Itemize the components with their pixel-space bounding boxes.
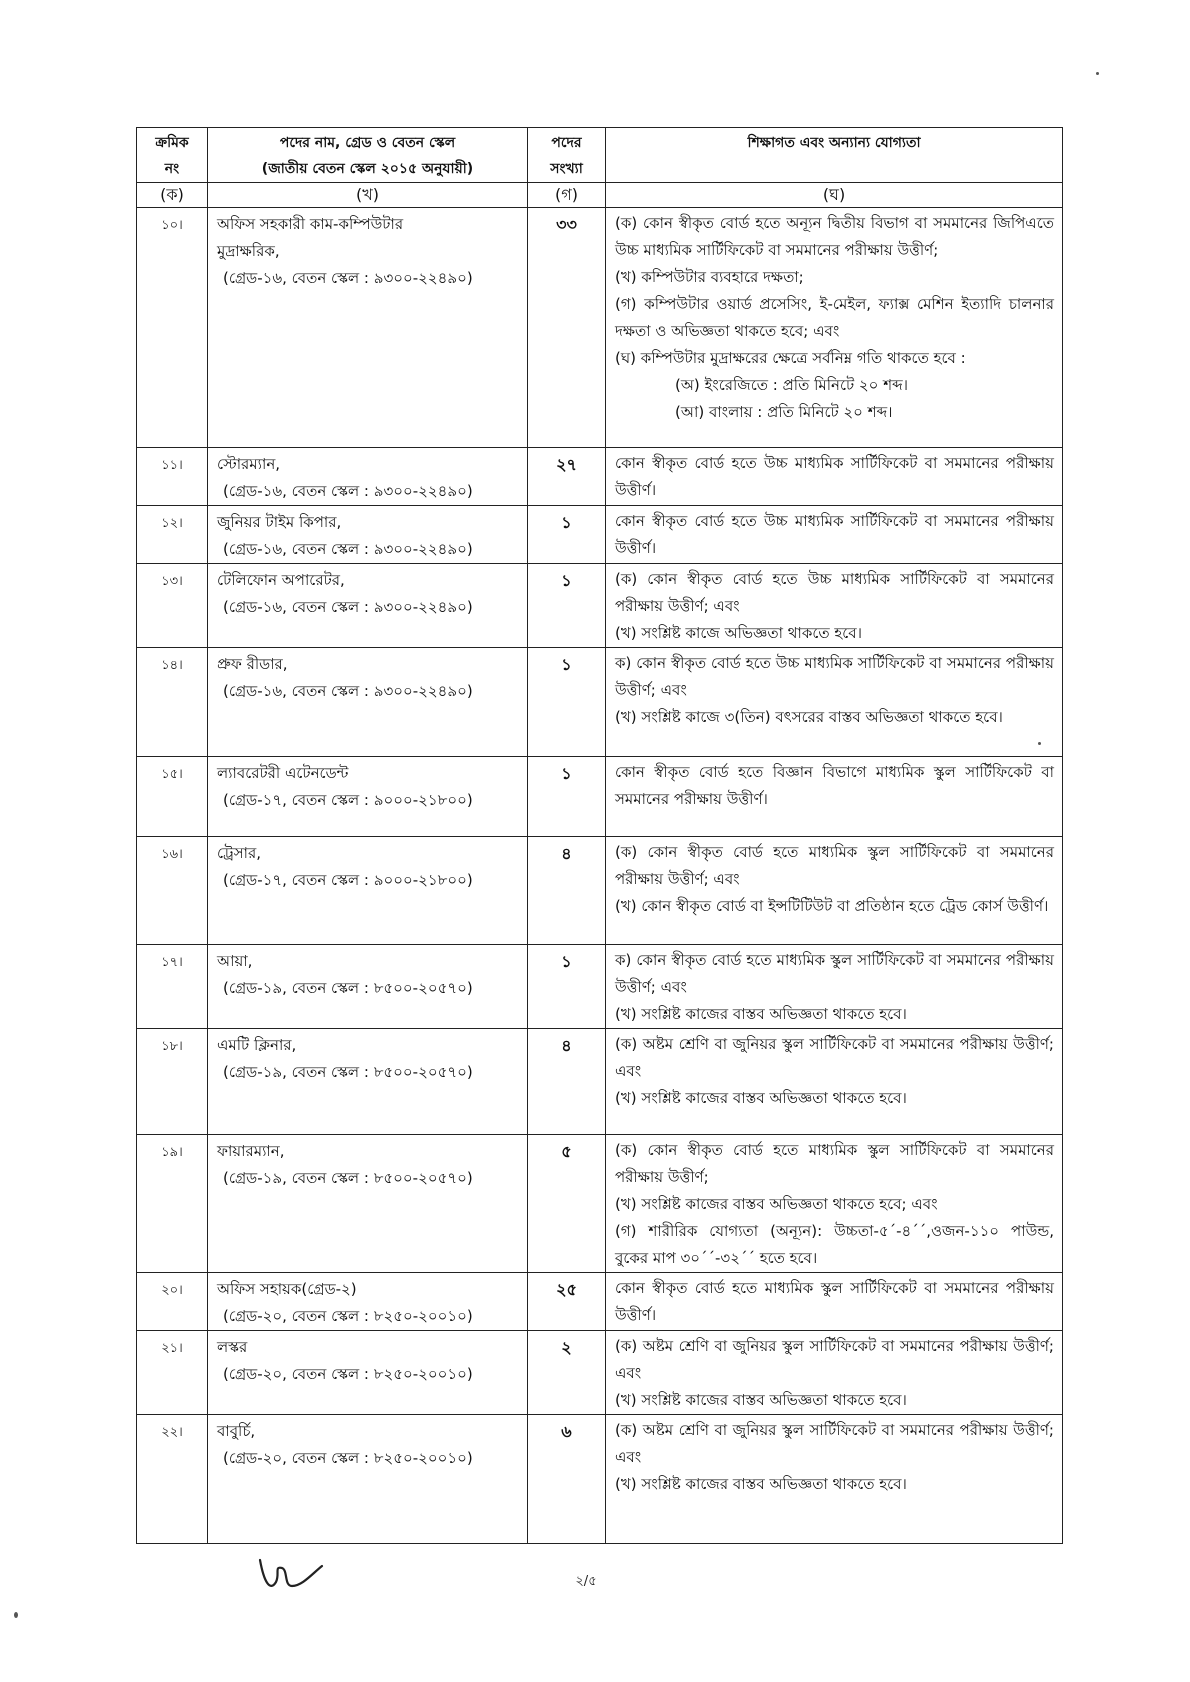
post-count: ৪ xyxy=(561,1036,572,1055)
post-name: লস্কর xyxy=(217,1338,248,1356)
post-name: ল্যাবরেটরী এটেনডেন্ট xyxy=(217,764,349,782)
header-row xyxy=(137,128,1063,183)
qualification-item: (ক) কোন স্বীকৃত বোর্ড হতে অন্যূন দ্বিতীয় বিভাগ বা সমমানের জিপিএতে উচ্চ মাধ্যমিক সার্টিফিকেট বা সমমানের পরীক্ষায় উত্তীর্ণ; xyxy=(615,214,1054,259)
qualification-item: কোন স্বীকৃত বোর্ড হতে উচ্চ মাধ্যমিক সার্টিফিকেট বা সমমানের পরীক্ষায় উত্তীর্ণ। xyxy=(615,454,1054,499)
post-name: টেলিফোন অপারেটর, xyxy=(217,571,345,589)
serial-cell xyxy=(137,448,208,506)
post-cell xyxy=(208,564,528,648)
post-cell xyxy=(208,1331,528,1415)
serial-cell xyxy=(137,757,208,837)
post-count: ২৫ xyxy=(556,1280,577,1299)
post-name: এমটি ক্লিনার, xyxy=(217,1036,297,1054)
label-ga: (গ) xyxy=(528,183,606,208)
count-cell xyxy=(528,837,606,945)
qualification-item: (খ) সংশ্লিষ্ট কাজের বাস্তব অভিজ্ঞতা থাকতে হবে; এবং xyxy=(615,1195,938,1213)
serial-number: ১৫। xyxy=(161,767,183,782)
qualification-item: (খ) কম্পিউটার ব্যবহারে দক্ষতা; xyxy=(615,268,804,286)
qualification-item: (গ) কম্পিউটার ওয়ার্ড প্রসেসিং, ই-মেইল, ফ্যাক্স মেশিন ইত্যাদি চালনার দক্ষতা ও অভিজ্ঞতা থাকতে হবে; এবং xyxy=(615,295,1054,340)
grade-scale: (গ্রেড-১৯, বেতন স্কেল : ৮৫০০-২০৫৭০) xyxy=(223,1063,473,1081)
qualification-cell xyxy=(606,1415,1063,1544)
table-row xyxy=(137,1135,1063,1273)
qualification-item: (ক) কোন স্বীকৃত বোর্ড হতে মাধ্যমিক স্কুল সার্টিফিকেট বা সমমানের পরীক্ষায় উত্তীর্ণ; xyxy=(615,1141,1054,1186)
post-cell xyxy=(208,1415,528,1544)
post-count: ৬ xyxy=(561,1422,572,1441)
count-cell xyxy=(528,648,606,757)
post-cell xyxy=(208,945,528,1029)
grade-scale: (গ্রেড-১৬, বেতন স্কেল : ৯৩০০-২২৪৯০) xyxy=(223,682,473,700)
count-cell xyxy=(528,1415,606,1544)
qualification-cell xyxy=(606,506,1063,564)
qualification-cell xyxy=(606,837,1063,945)
grade-scale: (গ্রেড-১৬, বেতন স্কেল : ৯৩০০-২২৪৯০) xyxy=(223,482,473,500)
serial-cell xyxy=(137,564,208,648)
qualification-item: (ক) অষ্টম শ্রেণি বা জুনিয়র স্কুল সার্টিফিকেট বা সমমানের পরীক্ষায় উত্তীর্ণ; এবং xyxy=(615,1421,1054,1466)
count-cell xyxy=(528,1029,606,1135)
qualification-cell xyxy=(606,757,1063,837)
post-name: অফিস সহকারী কাম-কম্পিউটার xyxy=(217,215,404,233)
qualification-cell xyxy=(606,1029,1063,1135)
post-name: প্রুফ রীডার, xyxy=(217,655,288,673)
qualification-cell xyxy=(606,945,1063,1029)
post-cell xyxy=(208,448,528,506)
qualification-item: (খ) কোন স্বীকৃত বোর্ড বা ইন্সটিটিউট বা প্রতিষ্ঠান হতে ট্রেড কোর্স উত্তীর্ণ। xyxy=(615,897,1049,915)
post-name: বাবুর্চি, xyxy=(217,1422,256,1440)
qualification-cell xyxy=(606,448,1063,506)
qualification-item: ক) কোন স্বীকৃত বোর্ড হতে উচ্চ মাধ্যমিক সার্টিফিকেট বা সমমানের পরীক্ষায় উত্তীর্ণ; এবং xyxy=(615,654,1054,699)
serial-number: ১৯। xyxy=(161,1145,183,1160)
header-post-line-2: (জাতীয় বেতন স্কেল ২০১৫ অনুযায়ী) xyxy=(261,161,474,177)
post-name: মুদ্রাক্ষরিক, xyxy=(217,242,280,260)
serial-cell xyxy=(137,1029,208,1135)
post-count: ২৭ xyxy=(556,455,577,474)
header-qualification xyxy=(606,128,1063,183)
header-count-line-1: পদের xyxy=(551,135,582,151)
table-row xyxy=(137,1415,1063,1544)
signature-mark xyxy=(256,1552,326,1596)
serial-number: ২২। xyxy=(161,1425,183,1440)
count-cell xyxy=(528,1331,606,1415)
grade-scale: (গ্রেড-১৬, বেতন স্কেল : ৯৩০০-২২৪৯০) xyxy=(223,269,473,287)
qualification-item: (খ) সংশ্লিষ্ট কাজে অভিজ্ঞতা থাকতে হবে। xyxy=(615,624,863,642)
serial-number: ১৬। xyxy=(161,847,183,862)
post-cell xyxy=(208,506,528,564)
qualification-item: কোন স্বীকৃত বোর্ড হতে বিজ্ঞান বিভাগে মাধ্যমিক স্কুল সার্টিফিকেট বা সমমানের পরীক্ষায় উত্তীর্ণ। xyxy=(615,763,1054,808)
serial-number: ১৭। xyxy=(161,955,183,970)
qualification-item: (ক) কোন স্বীকৃত বোর্ড হতে মাধ্যমিক স্কুল সার্টিফিকেট বা সমমানের পরীক্ষায় উত্তীর্ণ; এবং xyxy=(615,843,1054,888)
qualification-item: কোন স্বীকৃত বোর্ড হতে উচ্চ মাধ্যমিক সার্টিফিকেট বা সমমানের পরীক্ষায় উত্তীর্ণ। xyxy=(615,512,1054,557)
count-cell xyxy=(528,1273,606,1331)
serial-cell xyxy=(137,208,208,448)
table-row xyxy=(137,1029,1063,1135)
post-name: আয়া, xyxy=(217,952,253,970)
serial-number: ১০। xyxy=(161,218,183,233)
header-post xyxy=(208,128,528,183)
qualification-item: (ক) অষ্টম শ্রেণি বা জুনিয়র স্কুল সার্টিফিকেট বা সমমানের পরীক্ষায় উত্তীর্ণ; এবং xyxy=(615,1035,1054,1080)
post-count: ১ xyxy=(561,571,572,590)
qualification-item: ক) কোন স্বীকৃত বোর্ড হতে মাধ্যমিক স্কুল সার্টিফিকেট বা সমমানের পরীক্ষায় উত্তীর্ণ; এবং xyxy=(615,951,1054,996)
serial-number: ১২। xyxy=(161,516,183,531)
table-row xyxy=(137,1273,1063,1331)
serial-cell xyxy=(137,1273,208,1331)
grade-scale: (গ্রেড-১৬, বেতন স্কেল : ৯৩০০-২২৪৯০) xyxy=(223,598,473,616)
table-row xyxy=(137,837,1063,945)
table-row xyxy=(137,448,1063,506)
label-row xyxy=(137,183,1063,208)
post-count: ১ xyxy=(561,764,572,783)
scan-speck xyxy=(14,1612,18,1618)
serial-cell xyxy=(137,945,208,1029)
post-name: ট্রেসার, xyxy=(217,844,262,862)
qualification-item: (ঘ) কম্পিউটার মুদ্রাক্ষরের ক্ষেত্রে সর্বনিম্ন গতি থাকতে হবে : xyxy=(615,349,966,367)
label-kha: (খ) xyxy=(208,183,528,208)
qualification-item: কোন স্বীকৃত বোর্ড হতে মাধ্যমিক স্কুল সার্টিফিকেট বা সমমানের পরীক্ষায় উত্তীর্ণ। xyxy=(615,1279,1054,1324)
post-count: ১ xyxy=(561,513,572,532)
serial-cell xyxy=(137,1331,208,1415)
post-count: ৩৩ xyxy=(556,215,577,234)
qualification-cell xyxy=(606,648,1063,757)
serial-cell xyxy=(137,648,208,757)
qualification-cell xyxy=(606,1331,1063,1415)
qualification-item: (খ) সংশ্লিষ্ট কাজের বাস্তব অভিজ্ঞতা থাকতে হবে। xyxy=(615,1005,907,1023)
serial-number: ২০। xyxy=(161,1283,183,1298)
table-row xyxy=(137,208,1063,448)
qualification-subitem: (অ) ইংরেজিতে : প্রতি মিনিটে ২০ শব্দ। xyxy=(675,376,908,394)
qualification-item: (ক) অষ্টম শ্রেণি বা জুনিয়র স্কুল সার্টিফিকেট বা সমমানের পরীক্ষায় উত্তীর্ণ; এবং xyxy=(615,1337,1054,1382)
post-cell xyxy=(208,1273,528,1331)
header-serial-line-1: ক্রমিক xyxy=(155,135,189,151)
count-cell xyxy=(528,564,606,648)
serial-number: ১৮। xyxy=(161,1039,183,1054)
count-cell xyxy=(528,1135,606,1273)
serial-cell xyxy=(137,1415,208,1544)
header-serial xyxy=(137,128,208,183)
page-number: ২/৫ xyxy=(575,1574,597,1589)
post-count: ৫ xyxy=(561,1142,572,1161)
header-qual-line-1: শিক্ষাগত এবং অন্যান্য যোগ্যতা xyxy=(747,135,921,151)
post-cell xyxy=(208,837,528,945)
grade-scale: (গ্রেড-১৭, বেতন স্কেল : ৯০০০-২১৮০০) xyxy=(223,871,473,889)
table-row xyxy=(137,1331,1063,1415)
label-gha: (ঘ) xyxy=(606,183,1063,208)
post-count: ২ xyxy=(561,1338,572,1357)
count-cell xyxy=(528,448,606,506)
qualification-cell xyxy=(606,208,1063,448)
post-count: ৪ xyxy=(561,844,572,863)
grade-scale: (গ্রেড-২০, বেতন স্কেল : ৮২৫০-২০০১০) xyxy=(223,1449,473,1467)
post-name: অফিস সহায়ক(গ্রেড-২) xyxy=(217,1280,357,1298)
table-row xyxy=(137,506,1063,564)
header-post-line-1: পদের নাম, গ্রেড ও বেতন স্কেল xyxy=(279,135,456,151)
qualification-cell xyxy=(606,1135,1063,1273)
table-row xyxy=(137,648,1063,757)
grade-scale: (গ্রেড-২০, বেতন স্কেল : ৮২৫০-২০০১০) xyxy=(223,1307,473,1325)
post-cell xyxy=(208,757,528,837)
serial-number: ১৪। xyxy=(161,658,183,673)
table-row xyxy=(137,757,1063,837)
serial-cell xyxy=(137,506,208,564)
post-cell xyxy=(208,1029,528,1135)
serial-number: ২১। xyxy=(161,1341,183,1356)
post-cell xyxy=(208,648,528,757)
scan-speck xyxy=(1096,72,1099,75)
table-body xyxy=(137,208,1063,1544)
grade-scale: (গ্রেড-১৯, বেতন স্কেল : ৮৫০০-২০৫৭০) xyxy=(223,1169,473,1187)
serial-cell xyxy=(137,1135,208,1273)
serial-number: ১১। xyxy=(161,458,183,473)
header-count-line-2: সংখ্যা xyxy=(550,161,583,177)
post-name: জুনিয়র টাইম কিপার, xyxy=(217,513,342,531)
qualification-subitem: (আ) বাংলায় : প্রতি মিনিটে ২০ শব্দ। xyxy=(675,403,893,421)
grade-scale: (গ্রেড-১৬, বেতন স্কেল : ৯৩০০-২২৪৯০) xyxy=(223,540,473,558)
count-cell xyxy=(528,757,606,837)
qualification-item: (ক) কোন স্বীকৃত বোর্ড হতে উচ্চ মাধ্যমিক সার্টিফিকেট বা সমমানের পরীক্ষায় উত্তীর্ণ; এবং xyxy=(615,570,1054,615)
label-ka: (ক) xyxy=(137,183,208,208)
serial-number: ১৩। xyxy=(161,574,183,589)
header-count xyxy=(528,128,606,183)
qualification-item: (খ) সংশ্লিষ্ট কাজের বাস্তব অভিজ্ঞতা থাকতে হবে। xyxy=(615,1391,907,1409)
grade-scale: (গ্রেড-১৭, বেতন স্কেল : ৯০০০-২১৮০০) xyxy=(223,791,473,809)
serial-cell xyxy=(137,837,208,945)
table-row xyxy=(137,564,1063,648)
post-count: ১ xyxy=(561,655,572,674)
qualification-item: (গ) শারীরিক যোগ্যতা (অন্যূন): উচ্চতা-৫´-৪´´,ওজন-১১০ পাউন্ড, বুকের মাপ ৩০´´-৩২´´ হতে হবে। xyxy=(615,1222,1054,1267)
post-cell xyxy=(208,208,528,448)
qualification-cell xyxy=(606,1273,1063,1331)
count-cell xyxy=(528,506,606,564)
table-row xyxy=(137,945,1063,1029)
count-cell xyxy=(528,208,606,448)
post-name: স্টোরম্যান, xyxy=(217,455,281,473)
qualification-item: (খ) সংশ্লিষ্ট কাজে ৩(তিন) বৎসরের বাস্তব অভিজ্ঞতা থাকতে হবে। xyxy=(615,708,1003,726)
qualification-cell xyxy=(606,564,1063,648)
header-serial-line-2: নং xyxy=(164,161,180,177)
post-name: ফায়ারম্যান, xyxy=(217,1142,285,1160)
qualification-item: (খ) সংশ্লিষ্ট কাজের বাস্তব অভিজ্ঞতা থাকতে হবে। xyxy=(615,1089,907,1107)
post-cell xyxy=(208,1135,528,1273)
grade-scale: (গ্রেড-২০, বেতন স্কেল : ৮২৫০-২০০১০) xyxy=(223,1365,473,1383)
recruitment-table xyxy=(136,127,1063,1544)
count-cell xyxy=(528,945,606,1029)
scan-speck xyxy=(1038,742,1041,745)
grade-scale: (গ্রেড-১৯, বেতন স্কেল : ৮৫০০-২০৫৭০) xyxy=(223,979,473,997)
qualification-item: (খ) সংশ্লিষ্ট কাজের বাস্তব অভিজ্ঞতা থাকতে হবে। xyxy=(615,1475,907,1493)
post-count: ১ xyxy=(561,952,572,971)
